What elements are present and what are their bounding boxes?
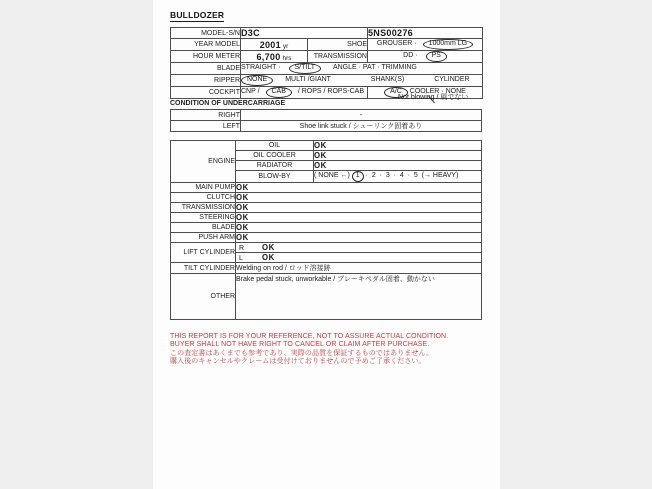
- spec-row-ripper: [171, 75, 483, 87]
- blade-options: STRAIGHT · S/TILT ANGLE · PAT · TRIMMING: [241, 63, 483, 75]
- transmission-value: DD · PS: [368, 51, 483, 63]
- oil-cooler-label: OIL COOLER: [236, 151, 314, 161]
- year-model-label: YEAR MODEL: [171, 39, 241, 51]
- hour-meter-label: HOUR METER: [171, 51, 241, 63]
- blowby-selected-circle: 1: [352, 171, 364, 182]
- undercarriage-left-row: [171, 121, 482, 132]
- undercarriage-right-row: [171, 110, 482, 121]
- tilt-cylinder-row: [171, 263, 482, 274]
- blade-selected-circle: S/TILT: [289, 63, 321, 74]
- steering-label: STEERING: [171, 213, 236, 223]
- tilt-cylinder-label: TILT CYLINDER: [171, 263, 236, 274]
- undercarriage-heading: CONDITION OF UNDERCARRIAGE: [170, 100, 286, 107]
- main-pump-value: OK: [236, 183, 482, 193]
- undercarriage-table: [170, 109, 482, 132]
- other-value: Brake pedal stuck, unworkable / ブレーキペダル固着、動かない: [236, 274, 482, 320]
- serial-number-value: 5NS00276: [368, 28, 483, 39]
- transmission-row: [171, 203, 482, 213]
- transmission-check-label: TRANSMISSION: [171, 203, 236, 213]
- engine-label: ENGINE: [171, 141, 236, 183]
- year-model-value: 2001 yr: [241, 39, 308, 51]
- disclaimer-line-en-2: BUYER SHALL NOT HAVE RIGHT TO CANCEL OR CLAIM AFTER PURCHASE.: [170, 341, 430, 349]
- left-value: Shoe link stuck / シューリンク固着あり: [241, 121, 482, 132]
- main-pump-row: [171, 183, 482, 193]
- hour-meter-value: 6,700 hrs: [241, 51, 308, 63]
- transmission-check-value: OK: [236, 203, 482, 213]
- right-value: -: [241, 110, 482, 121]
- spec-row-blade: [171, 63, 483, 75]
- shoe-selected-circle: 1000mm LG: [423, 39, 474, 50]
- disclaimer-line-jp-1: この査定書はあくまでも参考であり、実際の品質を保証するものではありません。: [170, 349, 434, 357]
- lift-cylinder-right-row: [171, 243, 482, 253]
- tilt-cylinder-value: Welding on rod / ロッド溶接跡: [236, 263, 482, 274]
- aircon-selected-circle: A/C: [384, 87, 408, 98]
- cockpit-options: CNP / CAB / ROPS / ROPS-CAB: [241, 87, 368, 99]
- oil-cooler-value: OK: [314, 151, 482, 161]
- ripper-selected-circle: NONE: [241, 75, 273, 86]
- disclaimer-line-en-1: THIS REPORT IS FOR YOUR REFERENCE, NOT TO ASSURE ACTUAL CONDITION.: [170, 333, 449, 340]
- spec-row-hour-transmission: [171, 51, 483, 63]
- page-title: BULLDOZER: [170, 10, 225, 20]
- spec-table: [170, 27, 483, 99]
- blowby-scale: ( NONE ←) 1 · 2 · 3 · 4 · 5 (→ HEAVY): [314, 171, 482, 183]
- right-label: RIGHT: [171, 110, 241, 121]
- model-sn-label: MODEL-S/N: [171, 28, 241, 39]
- shoe-value: GROUSER · 1000mm LG: [368, 39, 483, 51]
- oil-label: OIL: [236, 141, 314, 151]
- transmission-label: TRANSMISSION: [308, 51, 368, 63]
- transmission-selected-circle: PS: [426, 51, 447, 62]
- blade-check-row: [171, 223, 482, 233]
- disclaimer-line-jp-2: 購入後のキャンセルやクレームは受付けておりませんので予めご了承ください。: [170, 358, 426, 366]
- clutch-label: CLUTCH: [171, 193, 236, 203]
- cockpit-label: COCKPIT: [171, 87, 241, 99]
- spec-row-year-shoe: [171, 39, 483, 51]
- lift-cylinder-left-value: L OK: [236, 253, 482, 263]
- shoe-label: SHOE: [308, 39, 368, 51]
- push-arm-value: OK: [236, 233, 482, 243]
- other-label: OTHER: [171, 274, 236, 320]
- blade-check-label: BLADE: [171, 223, 236, 233]
- oil-value: OK: [314, 141, 482, 151]
- blade-check-value: OK: [236, 223, 482, 233]
- steering-row: [171, 213, 482, 223]
- spec-row-model: [171, 28, 483, 39]
- lift-cylinder-right-value: R OK: [236, 243, 482, 253]
- main-pump-label: MAIN PUMP: [171, 183, 236, 193]
- cockpit-selected-circle: CAB: [266, 87, 292, 98]
- clutch-row: [171, 193, 482, 203]
- steering-value: OK: [236, 213, 482, 223]
- other-row: [171, 274, 482, 320]
- blade-label: BLADE: [171, 63, 241, 75]
- radiator-value: OK: [314, 161, 482, 171]
- disclaimer: [170, 333, 485, 367]
- left-label: LEFT: [171, 121, 241, 132]
- ripper-options: NONE MULTI /GIANT SHANK(S) CYLINDER: [241, 75, 483, 87]
- push-arm-label: PUSH ARM: [171, 233, 236, 243]
- clutch-value: OK: [236, 193, 482, 203]
- lift-cylinder-label: LIFT CYLINDER: [171, 243, 236, 263]
- aircon-options: A/C COOLER · NONE: [368, 87, 483, 99]
- document-page: [153, 0, 500, 489]
- ac-note: Not blowing / 風でない: [398, 94, 469, 101]
- model-value: D3C: [241, 28, 368, 39]
- engine-oil-row: [171, 141, 482, 151]
- blowby-label: BLOW-BY: [236, 171, 314, 183]
- push-arm-row: [171, 233, 482, 243]
- ripper-label: RIPPER: [171, 75, 241, 87]
- inspection-table: [170, 140, 482, 320]
- radiator-label: RADIATOR: [236, 161, 314, 171]
